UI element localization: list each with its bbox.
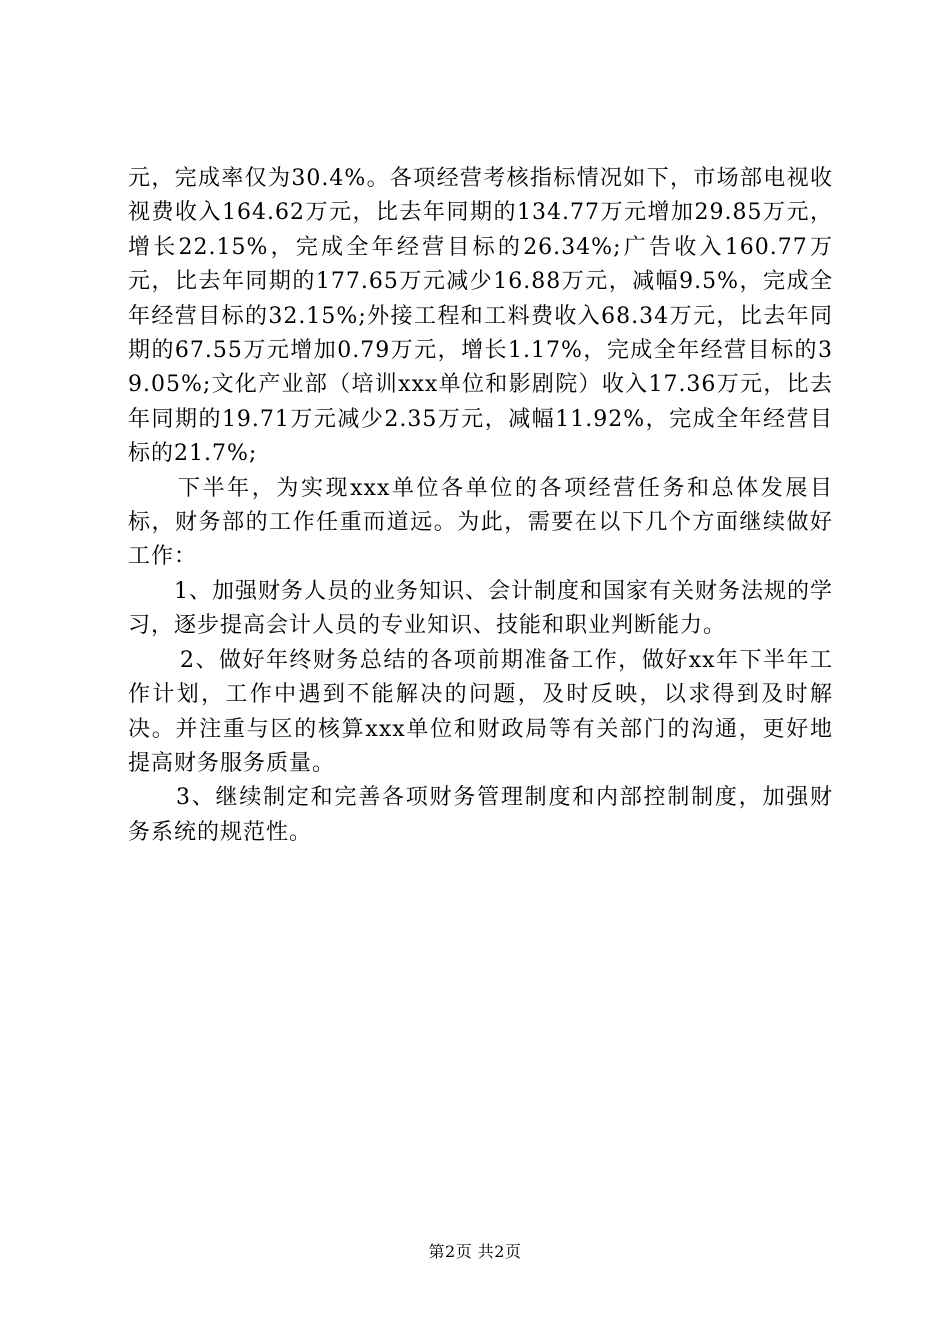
paragraph-item-3: 3、继续制定和完善各项财务管理制度和内部控制制度，加强财务系统的规范性。: [128, 785, 833, 845]
paragraph-item-1: 1、加强财务人员的业务知识、会计制度和国家有关财务法规的学习，逐步提高会计人员的专业知识、技能和职业判断能力。: [128, 578, 833, 639]
paragraph-revenue-summary: 元，完成率仅为30.4%。各项经营考核指标情况如下，市场部电视收视费收入164.62万元，比去年同期的134.77万元增加29.85万元，增长22.15%，完成全年经营目标的26.34%;广告收入160.77万元，比去年同期的177.65万元减少16.88万元，减幅9.5%，完成全年经营目标的32.15%;外接工程和工料费收入68.34万元，比去年同期的67.55万元增加0.79万元，增长1.17%，完成全年经营目标的39.05%;文化产业部（培训xxx单位和影剧院）收入17.36万元，比去年同期的19.71万元减少2.35万元，减幅11.92%，完成全年经营目标的21.7%;: [128, 166, 833, 467]
document-body: [128, 162, 833, 850]
paragraph-item-2: 2、做好年终财务总结的各项前期准备工作，做好xx年下半年工作计划，工作中遇到不能解决的问题，及时反映，以求得到及时解决。并注重与区的核算xxx单位和财政局等有关部门的沟通，更好地提高财务服务质量。: [128, 647, 833, 776]
page-footer: 第2页 共2页: [428, 1242, 522, 1261]
paragraph-second-half-intro: 下半年，为实现xxx单位各单位的各项经营任务和总体发展目标，财务部的工作任重而道远。为此，需要在以下几个方面继续做好工作：: [128, 475, 833, 570]
